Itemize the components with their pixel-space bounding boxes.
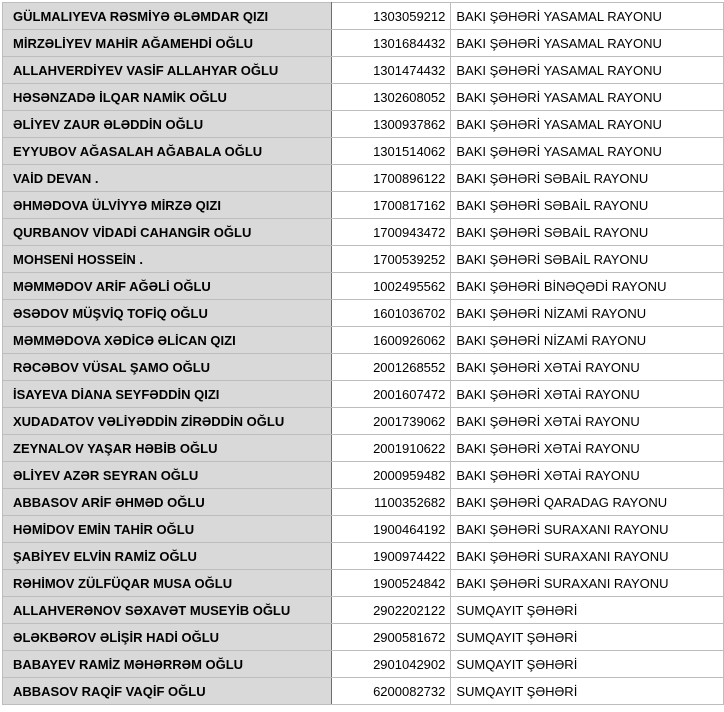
person-name-cell[interactable]: HƏSƏNZADƏ İLQAR NAMİK OĞLU [3, 84, 332, 111]
id-code-cell[interactable]: 2001268552 [332, 354, 451, 381]
region-cell[interactable]: BAKI ŞƏHƏRİ XƏTAİ RAYONU [451, 381, 724, 408]
table-row [3, 273, 724, 300]
person-name-cell[interactable]: ƏLİYEV ZAUR ƏLƏDDİN OĞLU [3, 111, 332, 138]
id-code-cell[interactable]: 2000959482 [332, 462, 451, 489]
id-code-cell[interactable]: 2001739062 [332, 408, 451, 435]
person-name-cell[interactable]: HƏMİDOV EMİN TAHİR OĞLU [3, 516, 332, 543]
region-cell[interactable]: BAKI ŞƏHƏRİ YASAMAL RAYONU [451, 3, 724, 30]
id-code-cell[interactable]: 1301684432 [332, 30, 451, 57]
person-name-cell[interactable]: ABBASOV ARİF ƏHMƏD OĞLU [3, 489, 332, 516]
person-name-cell[interactable]: ƏLƏKBƏROV ƏLİŞİR HADİ OĞLU [3, 624, 332, 651]
region-cell[interactable]: BAKI ŞƏHƏRİ XƏTAİ RAYONU [451, 354, 724, 381]
person-name-cell[interactable]: MOHSENİ HOSSEİN . [3, 246, 332, 273]
region-cell[interactable]: BAKI ŞƏHƏRİ SƏBAİL RAYONU [451, 219, 724, 246]
id-code-cell[interactable]: 2900581672 [332, 624, 451, 651]
region-cell[interactable]: BAKI ŞƏHƏRİ SURAXANI RAYONU [451, 543, 724, 570]
table-row [3, 570, 724, 597]
person-name-cell[interactable]: GÜLMALIYEVA RƏSMİYƏ ƏLƏMDAR QIZI [3, 3, 332, 30]
id-code-cell[interactable]: 1900974422 [332, 543, 451, 570]
region-cell[interactable]: BAKI ŞƏHƏRİ SƏBAİL RAYONU [451, 192, 724, 219]
person-name-cell[interactable]: İSAYEVA DİANA SEYFƏDDİN QIZI [3, 381, 332, 408]
person-name-cell[interactable]: ZEYNALOV YAŞAR HƏBİB OĞLU [3, 435, 332, 462]
person-name-cell[interactable]: ƏLİYEV AZƏR SEYRAN OĞLU [3, 462, 332, 489]
region-cell[interactable]: BAKI ŞƏHƏRİ YASAMAL RAYONU [451, 138, 724, 165]
person-name-cell[interactable]: MƏMMƏDOVA XƏDİCƏ ƏLİCAN QIZI [3, 327, 332, 354]
table-row [3, 327, 724, 354]
table-row [3, 678, 724, 705]
table-row [3, 597, 724, 624]
region-cell[interactable]: SUMQAYIT ŞƏHƏRİ [451, 624, 724, 651]
records-table-body [3, 3, 724, 705]
table-row [3, 3, 724, 30]
table-row [3, 624, 724, 651]
person-name-cell[interactable]: ABBASOV RAQİF VAQİF OĞLU [3, 678, 332, 705]
id-code-cell[interactable]: 1301514062 [332, 138, 451, 165]
person-name-cell[interactable]: ALLAHVERDİYEV VASİF ALLAHYAR OĞLU [3, 57, 332, 84]
person-name-cell[interactable]: ŞABİYEV ELVİN RAMİZ OĞLU [3, 543, 332, 570]
id-code-cell[interactable]: 1100352682 [332, 489, 451, 516]
table-row [3, 84, 724, 111]
id-code-cell[interactable]: 2001607472 [332, 381, 451, 408]
id-code-cell[interactable]: 1002495562 [332, 273, 451, 300]
records-table [2, 2, 724, 705]
table-row [3, 300, 724, 327]
id-code-cell[interactable]: 2001910622 [332, 435, 451, 462]
region-cell[interactable]: BAKI ŞƏHƏRİ SURAXANI RAYONU [451, 516, 724, 543]
id-code-cell[interactable]: 1300937862 [332, 111, 451, 138]
person-name-cell[interactable]: ƏSƏDOV MÜŞVİQ TOFİQ OĞLU [3, 300, 332, 327]
id-code-cell[interactable]: 6200082732 [332, 678, 451, 705]
table-row [3, 651, 724, 678]
region-cell[interactable]: BAKI ŞƏHƏRİ YASAMAL RAYONU [451, 30, 724, 57]
region-cell[interactable]: BAKI ŞƏHƏRİ XƏTAİ RAYONU [451, 435, 724, 462]
table-row [3, 246, 724, 273]
table-row [3, 165, 724, 192]
table-row [3, 30, 724, 57]
region-cell[interactable]: BAKI ŞƏHƏRİ SURAXANI RAYONU [451, 570, 724, 597]
region-cell[interactable]: BAKI ŞƏHƏRİ NİZAMİ RAYONU [451, 300, 724, 327]
region-cell[interactable]: BAKI ŞƏHƏRİ BİNƏQƏDİ RAYONU [451, 273, 724, 300]
region-cell[interactable]: BAKI ŞƏHƏRİ SƏBAİL RAYONU [451, 165, 724, 192]
table-row [3, 408, 724, 435]
id-code-cell[interactable]: 1900464192 [332, 516, 451, 543]
id-code-cell[interactable]: 1700539252 [332, 246, 451, 273]
person-name-cell[interactable]: ALLAHVERƏNOV SƏXAVƏT MUSEYİB OĞLU [3, 597, 332, 624]
id-code-cell[interactable]: 2901042902 [332, 651, 451, 678]
region-cell[interactable]: SUMQAYIT ŞƏHƏRİ [451, 597, 724, 624]
id-code-cell[interactable]: 1900524842 [332, 570, 451, 597]
region-cell[interactable]: BAKI ŞƏHƏRİ QARADAG RAYONU [451, 489, 724, 516]
person-name-cell[interactable]: EYYUBOV AĞASALAH AĞABALA OĞLU [3, 138, 332, 165]
table-row [3, 57, 724, 84]
region-cell[interactable]: BAKI ŞƏHƏRİ YASAMAL RAYONU [451, 84, 724, 111]
region-cell[interactable]: BAKI ŞƏHƏRİ SƏBAİL RAYONU [451, 246, 724, 273]
person-name-cell[interactable]: MİRZƏLİYEV MAHİR AĞAMEHDİ OĞLU [3, 30, 332, 57]
person-name-cell[interactable]: ƏHMƏDOVA ÜLVİYYƏ MİRZƏ QIZI [3, 192, 332, 219]
id-code-cell[interactable]: 1302608052 [332, 84, 451, 111]
id-code-cell[interactable]: 1700943472 [332, 219, 451, 246]
person-name-cell[interactable]: RƏCƏBOV VÜSAL ŞAMO OĞLU [3, 354, 332, 381]
person-name-cell[interactable]: BABAYEV RAMİZ MƏHƏRRƏM OĞLU [3, 651, 332, 678]
region-cell[interactable]: BAKI ŞƏHƏRİ YASAMAL RAYONU [451, 57, 724, 84]
region-cell[interactable]: BAKI ŞƏHƏRİ XƏTAİ RAYONU [451, 462, 724, 489]
person-name-cell[interactable]: QURBANOV VİDADİ CAHANGİR OĞLU [3, 219, 332, 246]
id-code-cell[interactable]: 1601036702 [332, 300, 451, 327]
table-row [3, 543, 724, 570]
table-row [3, 462, 724, 489]
region-cell[interactable]: SUMQAYIT ŞƏHƏRİ [451, 678, 724, 705]
person-name-cell[interactable]: RƏHİMOV ZÜLFÜQAR MUSA OĞLU [3, 570, 332, 597]
person-name-cell[interactable]: VAİD DEVAN . [3, 165, 332, 192]
id-code-cell[interactable]: 1303059212 [332, 3, 451, 30]
id-code-cell[interactable]: 1700896122 [332, 165, 451, 192]
table-row [3, 381, 724, 408]
id-code-cell[interactable]: 1600926062 [332, 327, 451, 354]
table-row [3, 435, 724, 462]
region-cell[interactable]: BAKI ŞƏHƏRİ XƏTAİ RAYONU [451, 408, 724, 435]
id-code-cell[interactable]: 1700817162 [332, 192, 451, 219]
table-row [3, 192, 724, 219]
person-name-cell[interactable]: XUDADATOV VƏLİYƏDDİN ZİRƏDDİN OĞLU [3, 408, 332, 435]
id-code-cell[interactable]: 2902202122 [332, 597, 451, 624]
table-row [3, 219, 724, 246]
table-row [3, 354, 724, 381]
region-cell[interactable]: BAKI ŞƏHƏRİ YASAMAL RAYONU [451, 111, 724, 138]
table-row [3, 111, 724, 138]
region-cell[interactable]: SUMQAYIT ŞƏHƏRİ [451, 651, 724, 678]
person-name-cell[interactable]: MƏMMƏDOV ARİF AĞƏLİ OĞLU [3, 273, 332, 300]
region-cell[interactable]: BAKI ŞƏHƏRİ NİZAMİ RAYONU [451, 327, 724, 354]
table-row [3, 138, 724, 165]
table-row [3, 516, 724, 543]
table-row [3, 489, 724, 516]
id-code-cell[interactable]: 1301474432 [332, 57, 451, 84]
